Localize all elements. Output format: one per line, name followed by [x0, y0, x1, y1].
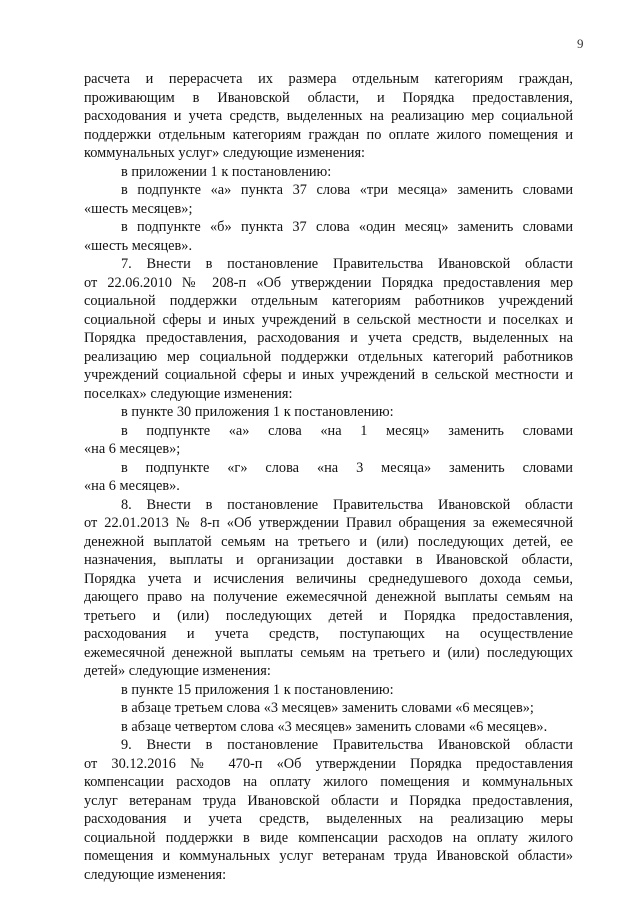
text-line: в абзаце четвертом слова «3 месяцев» заменить словами «6 месяцев».: [121, 718, 548, 735]
text-line: третьего и (или) последующих детей и Порядка предоставления,: [84, 607, 573, 624]
document-body: [84, 70, 573, 884]
text-line: 8. Внести в постановление Правительства Ивановской области: [121, 496, 573, 513]
text-line: в подпункте «б» пункта 37 слова «один месяц» заменить словами: [121, 219, 573, 235]
text-line: «шесть месяцев»;: [84, 200, 193, 217]
page-number: 9: [577, 36, 584, 51]
text-line: от 22.06.2010 № 208-п «Об утверждении Порядка предоставления мер: [84, 274, 573, 291]
text-line: в подпункте «а» слова «на 1 месяц» заменить словами: [121, 422, 573, 439]
text-line: 9. Внести в постановление Правительства Ивановской области: [121, 737, 573, 753]
text-line: денежной выплатой семьям на третьего и (или) последующих детей, ее: [84, 533, 573, 550]
text-line: в приложении 1 к постановлению:: [121, 163, 332, 180]
text-line: услуг ветеранам труда Ивановской области и Порядка предоставления,: [84, 792, 573, 809]
text-line: в пункте 15 приложения 1 к постановлению:: [121, 681, 394, 698]
text-line: 7. Внести в постановление Правительства Ивановской области: [121, 256, 573, 272]
text-line: в абзаце третьем слова «3 месяцев» заменить словами «6 месяцев»;: [121, 700, 534, 716]
text-line: коммунальных услуг» следующие изменения:: [84, 145, 366, 161]
text-line: социальной сферы и иных учреждений в сельской местности и поселках и: [84, 311, 573, 328]
text-line: компенсации расходов на оплату жилого помещения и коммунальных: [84, 774, 573, 790]
text-line: проживающим в Ивановской области, и Порядка предоставления,: [84, 89, 573, 106]
text-line: в подпункте «а» пункта 37 слова «три месяца» заменить словами: [121, 182, 573, 198]
text-line: учреждений социальной сферы и иных учреждений в сельской местности и: [84, 367, 573, 383]
text-line: поселках» следующие изменения:: [84, 385, 293, 402]
text-line: от 22.01.2013 № 8-п «Об утверждении Правил обращения за ежемесячной: [84, 515, 573, 531]
text-line: «шесть месяцев».: [84, 237, 193, 254]
text-line: от 30.12.2016 № 470-п «Об утверждении Порядка предоставления: [84, 755, 573, 772]
text-line: Порядка учета и исчисления величины среднедушевого дохода семьи,: [84, 570, 573, 587]
text-line: расходования и учета средств, поступающих на осуществление: [84, 626, 573, 642]
text-line: в пункте 30 приложения 1 к постановлению:: [121, 404, 394, 420]
text-line: расчета и перерасчета их размера отдельным категориям граждан,: [84, 71, 573, 87]
text-line: в подпункте «г» слова «на 3 месяца» заменить словами: [121, 459, 573, 476]
text-line: дающего право на получение ежемесячной денежной выплаты семьям на: [84, 589, 573, 605]
text-line: следующие изменения:: [84, 866, 227, 883]
text-line: детей» следующие изменения:: [84, 663, 271, 679]
text-line: Порядка предоставления, расходования и учета средств, выделенных на: [84, 330, 573, 346]
text-line: «на 6 месяцев»;: [84, 441, 181, 457]
text-line: назначения, выплаты и организации доставки в Ивановской области,: [84, 552, 573, 568]
text-line: поддержки отдельным категориям граждан по оплате жилого помещения и: [84, 126, 573, 143]
text-line: социальной поддержки в виде компенсации расходов на оплату жилого: [84, 829, 573, 846]
text-line: «на 6 месяцев».: [84, 478, 180, 494]
text-line: ежемесячной денежной выплаты семьям на третьего и (или) последующих: [84, 644, 573, 661]
text-line: расходования и учета средств, выделенных на реализацию меры: [84, 811, 573, 827]
text-line: помещения и коммунальных услуг ветеранам труда Ивановской области»: [84, 848, 573, 864]
text-line: расходования и учета средств, выделенных на реализацию мер социальной: [84, 108, 573, 124]
text-line: социальной поддержки отдельным категориям работников учреждений: [84, 293, 573, 309]
text-line: реализацию мер социальной поддержки отдельных категорий работников: [84, 348, 573, 365]
